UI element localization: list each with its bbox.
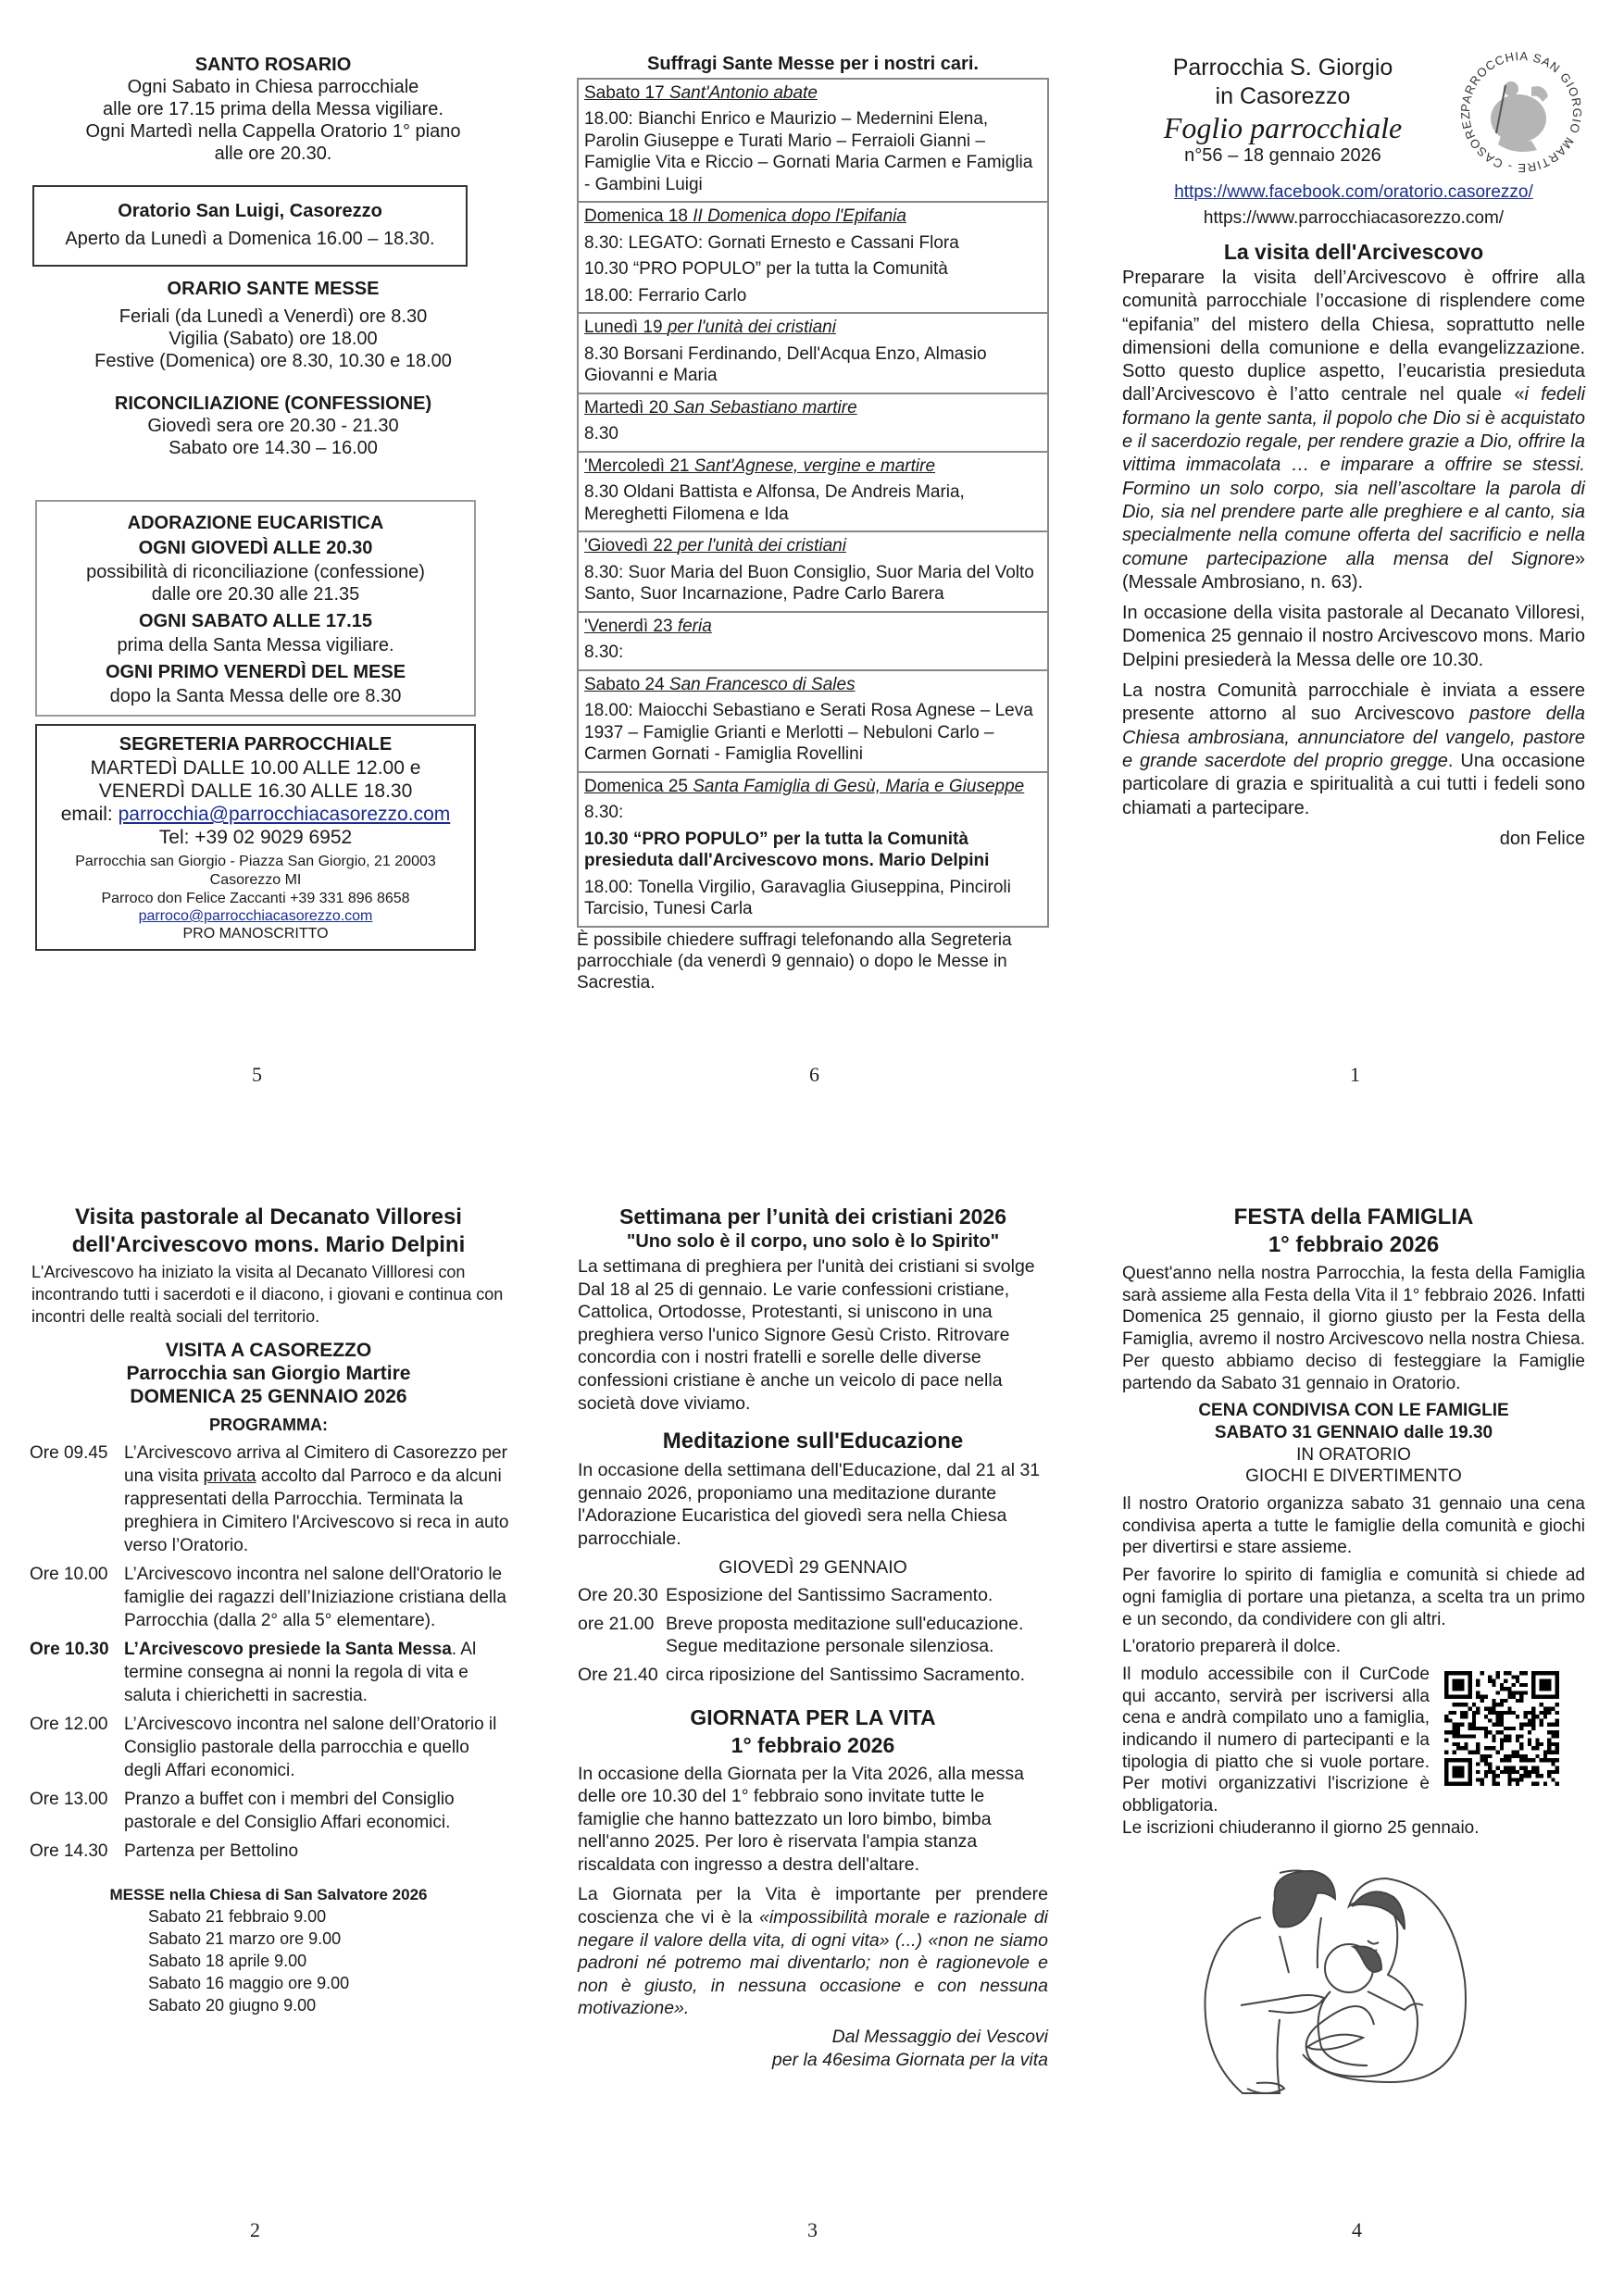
riconciliazione-line: Giovedì sera ore 20.30 - 21.30 — [147, 416, 399, 436]
page-number: 5 — [252, 1063, 262, 1086]
suffragi-day-row — [578, 772, 1048, 927]
vita-title: GIORNATA PER LA VITA — [690, 1704, 936, 1729]
item-text: accolto dal Parroco e da alcuni rappresentati della Parrocchia. Terminata la preghiera in Cimitero l'Arcivescovo si reca in auto verso l’Oratorio. — [124, 1466, 509, 1555]
day-label: Domenica 18 — [584, 206, 693, 226]
orario-section — [37, 278, 509, 372]
email-label: email: — [60, 804, 119, 825]
day-label: 'Giovedì 22 — [584, 536, 678, 555]
issue-number: n°56 – 18 gennaio 2026 — [1184, 145, 1381, 166]
page-1 — [1122, 48, 1586, 851]
quote-source: per la 46esima Giornata per la vita — [771, 2049, 1048, 2070]
adorazione-text: possibilità di riconciliazione (confessione) — [86, 562, 425, 582]
parroco-email-link[interactable]: parroco@parrocchiacasorezzo.com — [138, 908, 373, 924]
feast-name: San Sebastiano martire — [673, 397, 857, 418]
casorezzo-visit-title: VISITA A CASOREZZO — [165, 1340, 372, 1361]
suffragi-cell — [578, 202, 1048, 313]
visit-title: dell'Arcivescovo mons. Mario Delpini — [71, 1232, 466, 1257]
mass-intention: 8.30 Oldani Battista e Alfonsa, De Andreis Maria, Mereghetti Filomena e Ida — [584, 482, 965, 524]
suffragi-cell — [578, 313, 1048, 393]
item-description: Breve proposta meditazione sull'educazione. Segue meditazione personale silenziosa. — [666, 1613, 1024, 1657]
segreteria-box — [35, 724, 476, 951]
day-header — [584, 455, 1042, 478]
segreteria-hours: MARTEDÌ DALLE 10.00 ALLE 12.00 e — [90, 757, 421, 779]
mass-date: Sabato 21 febbraio 9.00 — [148, 1907, 327, 1926]
qr-code-icon[interactable] — [1444, 1671, 1559, 1786]
parish-location: in Casorezzo — [1215, 83, 1351, 109]
page-number: 2 — [250, 2218, 260, 2241]
day-label: Domenica 25 — [584, 776, 693, 796]
visit-title: Visita pastorale al Decanato Villoresi — [75, 1204, 462, 1229]
bulletin-title: Foglio parrocchiale — [1163, 111, 1403, 144]
segreteria-title: SEGRETERIA PARROCCHIALE — [119, 734, 393, 755]
adorazione-title: ADORAZIONE EUCARISTICA — [127, 513, 384, 533]
programma-label: PROGRAMMA: — [209, 1416, 328, 1434]
day-header — [584, 776, 1042, 798]
day-label: 'Mercoledì 21 — [584, 455, 694, 476]
item-description — [124, 1713, 509, 1782]
programma-item — [30, 1713, 509, 1782]
registration-deadline: Le iscrizioni chiuderanno il giorno 25 gennaio. — [1122, 1817, 1480, 1838]
rosario-section — [37, 54, 509, 165]
item-description: Esposizione del Santissimo Sacramento. — [666, 1585, 993, 1606]
cena-title: CENA CONDIVISA CON LE FAMIGLIE — [1198, 1401, 1509, 1421]
suffragi-cell — [578, 612, 1048, 670]
suffragi-cell — [578, 393, 1048, 452]
article-title: La visita dell'Arcivescovo — [1223, 240, 1484, 264]
signature: don Felice — [1499, 828, 1585, 849]
mass-intention: 8.30 Borsani Ferdinando, Dell'Acqua Enzo, Almasio Giovanni e Maria — [584, 343, 987, 385]
item-description — [124, 1563, 509, 1632]
item-description — [124, 1840, 509, 1863]
riconciliazione-title: RICONCILIAZIONE (CONFESSIONE) — [114, 393, 432, 414]
adorazione-venerdi: OGNI PRIMO VENERDÌ DEL MESE — [105, 662, 406, 682]
day-label: Martedì 20 — [584, 397, 674, 418]
suffragi-day-row — [578, 670, 1048, 772]
suffragi-day-row — [578, 79, 1048, 203]
bishops-quote: «impossibilità morale e razionale di negare il valore della vita, di ogni vita» (...) «non ne siamo padroni né potremo mai diventarlo; non è ragionevole e non è giusto, in nessuna occasione e con nessuna motivazione». — [578, 1907, 1048, 2019]
item-text: L’Arcivescovo incontra nel salone dell'Oratorio le famiglie dei ragazzi dell’Iniziazione cristiana della Parrocchia (dalla 2° alla 5° elementare). — [124, 1565, 506, 1630]
item-time: Ore 13.00 — [30, 1790, 108, 1809]
parish-name: Parrocchia S. Giorgio — [1172, 55, 1393, 81]
item-text-underlined: privata — [203, 1466, 256, 1486]
cena-date: SABATO 31 GENNAIO dalle 19.30 — [1214, 1422, 1493, 1442]
rosario-line: Ogni Martedì nella Cappella Oratorio 1° piano — [85, 121, 461, 142]
item-text: . Al termine consegna ai nonni la regola di vita e saluta i chierichetti in sacrestia. — [124, 1640, 477, 1705]
festa-intro: Quest'anno nella nostra Parrocchia, la festa della Famiglia sarà assieme alla Festa della Vita il 1° febbraio 2026. Infatti Domenica 25 gennaio, il giorno giusto per la Festa della Famiglia, avremo il nostro Arcivescovo nella nostra Chiesa. Per questo abbiamo deciso di festeggiare la Famiglie partendo da Sabato 31 gennaio in Oratorio. — [1122, 1264, 1585, 1393]
item-text: Partenza per Bettolino — [124, 1841, 299, 1861]
suffragi-cell — [578, 452, 1048, 532]
day-header — [584, 535, 1042, 557]
programma-item — [30, 1441, 509, 1557]
riconciliazione-line: Sabato ore 14.30 – 16.00 — [169, 438, 378, 458]
meditation-title: Meditazione sull'Educazione — [662, 1429, 964, 1454]
masthead — [1122, 48, 1585, 176]
pro-manoscritto: PRO MANOSCRITTO — [182, 926, 329, 942]
programma-item — [30, 1563, 509, 1632]
adorazione-text: dalle ore 20.30 alle 21.35 — [151, 584, 360, 605]
registration-row — [1122, 1664, 1585, 1817]
suffragi-cell — [578, 531, 1048, 612]
san-giorgio-logo-icon — [1457, 48, 1585, 176]
suffragi-day-row — [578, 393, 1048, 452]
item-time: Ore 12.00 — [30, 1715, 108, 1734]
meditation-program — [578, 1584, 1048, 1686]
page-number: 3 — [807, 2218, 818, 2241]
page-number: 6 — [809, 1063, 819, 1086]
item-description — [124, 1638, 509, 1707]
programma-item — [30, 1638, 509, 1707]
festa-paragraph: L'oratorio preparerà il dolce. — [1122, 1637, 1341, 1657]
casorezzo-date: DOMENICA 25 GENNAIO 2026 — [130, 1386, 407, 1407]
orario-title: ORARIO SANTE MESSE — [167, 279, 380, 299]
item-time: ore 21.00 — [578, 1613, 655, 1634]
segreteria-phone: Tel: +39 02 9029 6952 — [158, 827, 353, 848]
cena-place: IN ORATORIO — [1296, 1444, 1411, 1465]
mass-intention: 18.00: Maiocchi Sebastiano e Serati Rosa Agnese – Leva 1937 – Famiglie Grianti e Merlotti – Nebuloni Carlo – Carmen Gornati - Famiglia Rovellini — [584, 701, 1033, 764]
parish-logo — [1457, 48, 1585, 176]
segreteria-email-row — [41, 803, 470, 826]
website-link[interactable]: https://www.parrocchiacasorezzo.com/ — [1203, 208, 1505, 228]
meditation-text: In occasione della settimana dell'Educazione, dal 21 al 31 gennaio 2026, proponiamo una meditazione durante l'Adorazione Eucaristica del giovedì sera nella Chiesa parrocchiale. — [578, 1460, 1041, 1549]
facebook-link[interactable]: https://www.facebook.com/oratorio.casorezzo/ — [1174, 182, 1533, 202]
suffragi-day-row — [578, 313, 1048, 393]
feast-name: San Francesco di Sales — [668, 674, 856, 694]
item-description — [124, 1441, 509, 1557]
mass-intention: 8.30: — [584, 803, 624, 822]
item-time: Ore 10.30 — [30, 1640, 109, 1659]
day-label: Sabato 17 — [584, 82, 669, 103]
day-header — [584, 616, 1042, 638]
page-5 — [37, 54, 509, 951]
item-time: Ore 21.40 — [578, 1664, 658, 1685]
vita-date: 1° febbraio 2026 — [731, 1732, 895, 1757]
day-label: Lunedì 19 — [584, 318, 668, 337]
adorazione-sabato: OGNI SABATO ALLE 17.15 — [139, 611, 372, 631]
meditation-item — [578, 1664, 1048, 1687]
feast-name: Santa Famiglia di Gesù, Maria e Giuseppe — [693, 776, 1025, 796]
mass-intention: 8.30: — [584, 643, 624, 662]
oratorio-hours: Aperto da Lunedì a Domenica 16.00 – 18.30. — [65, 229, 435, 249]
article-paragraph: In occasione della visita pastorale al Decanato Villoresi, Domenica 25 gennaio il nostro Arcivescovo mons. Mario Delpini presiederà la Messa delle ore 10.30. — [1122, 603, 1585, 670]
meditation-date: GIOVEDÌ 29 GENNAIO — [718, 1556, 907, 1578]
cena-games: GIOCHI E DIVERTIMENTO — [1245, 1466, 1462, 1487]
item-description — [124, 1788, 509, 1834]
rosario-line: alle ore 20.30. — [214, 144, 332, 164]
holy-family-illustration — [1196, 1862, 1474, 2112]
feast-name: feria — [677, 616, 712, 636]
suffragi-title: Suffragi Sante Messe per i nostri cari. — [647, 54, 979, 74]
oratorio-title: Oratorio San Luigi, Casorezzo — [118, 201, 382, 221]
mass-intention: 8.30: Suor Maria del Buon Consiglio, Suor Maria del Volto Santo, Suor Incarnazione, Padre Carlo Barera — [584, 562, 1034, 604]
orario-line: Vigilia (Sabato) ore 18.00 — [169, 329, 378, 349]
casorezzo-parish: Parrocchia san Giorgio Martire — [126, 1363, 411, 1384]
suffragi-cell — [578, 79, 1048, 203]
item-description: circa riposizione del Santissimo Sacramento. — [666, 1664, 1026, 1685]
rosario-line: alle ore 17.15 prima della Messa vigiliare. — [103, 99, 443, 119]
item-text: L’Arcivescovo arriva al Cimitero di Casorezzo per una visita — [124, 1443, 507, 1486]
meditation-item — [578, 1613, 1048, 1658]
day-header — [584, 674, 1042, 696]
meditation-item — [578, 1584, 1048, 1607]
page-3 — [578, 1204, 1048, 2071]
masthead-text — [1150, 54, 1416, 167]
suffragi-cell — [578, 670, 1048, 772]
registration-text: Il modulo accessibile con il CurCode qui accanto, servirà per iscriversi alla cena e andrà compilato uno a famiglia, indicando il numero di partecipanti e la tipologia di piatto che si vuole portare. Per motivi organizzativi l'iscrizione è obbligatoria. — [1122, 1664, 1430, 1816]
mass-intention: 18.00: Tonella Virgilio, Garavaglia Giuseppina, Pinciroli Tarcisio, Tunesi Carla — [584, 877, 1011, 918]
unity-text: La settimana di preghiera per l'unità dei cristiani si svolge Dal 18 al 25 di gennaio. Le varie confessioni cristiane, Cattolica, Ortodosse, Protestanti, si uniscono in una preghiera verso l'unico Signore Gesù Cristo. Ritrovare concordia con i nostri fratelli e sorelle delle diverse confessioni cristiane è anche un veicolo di pace nella società dove viviamo. — [578, 1256, 1035, 1414]
suffragi-cell — [578, 772, 1048, 927]
address-line: Parrocchia san Giorgio - Piazza San Giorgio, 21 20003 — [75, 854, 436, 869]
riconciliazione-section — [37, 393, 509, 459]
feast-name: Sant'Agnese, vergine e martire — [693, 455, 936, 476]
item-text-bold: L’Arcivescovo presiede la Santa Messa — [124, 1640, 452, 1659]
day-header — [584, 82, 1042, 105]
day-header — [584, 317, 1042, 339]
parroco-line: Parroco don Felice Zaccanti +39 331 896 8658 — [101, 891, 410, 906]
mass-date: Sabato 18 aprile 9.00 — [148, 1952, 307, 1970]
email-link[interactable]: parrocchia@parrocchiacasorezzo.com — [118, 804, 451, 825]
item-time: Ore 10.00 — [30, 1565, 108, 1584]
suffragi-day-row — [578, 202, 1048, 313]
mass-intention: 8.30: LEGATO: Gornati Ernesto e Cassani Flora — [584, 232, 959, 253]
day-label: 'Venerdì 23 — [584, 616, 678, 636]
oratorio-box — [32, 185, 468, 267]
paragraph-text: . Una occasione particolare di grazia e spiritualità a cui tutti i fedeli sono chiamati a partecipare. — [1122, 750, 1586, 818]
programma-list — [30, 1441, 509, 1863]
item-time: Ore 20.30 — [578, 1585, 658, 1606]
festa-title: FESTA della FAMIGLIA — [1233, 1204, 1474, 1229]
address-line: Casorezzo MI — [209, 872, 302, 888]
svg-text:PARROCCHIA SAN GIORGIO MARTIRE: PARROCCHIA SAN GIORGIO MARTIRE - CASOREZ — [1457, 48, 1585, 176]
mass-intention: 18.00: Ferrario Carlo — [584, 285, 747, 306]
mass-intention: 10.30 “PRO POPULO” per la tutta la Comunità — [584, 259, 948, 279]
page-number: 1 — [1350, 1063, 1360, 1086]
orario-line: Festive (Domenica) ore 8.30, 10.30 e 18.00 — [94, 351, 452, 371]
adorazione-text: prima della Santa Messa vigiliare. — [117, 635, 394, 655]
holy-family-icon — [1196, 1862, 1474, 2112]
feast-name: per l'unità dei cristiani — [677, 536, 846, 555]
paragraph-text: La Giornata per la Vita è importante per prendere coscienza che vi è la — [578, 1884, 1048, 1928]
feast-name: per l'unità dei cristiani — [667, 318, 836, 337]
article-paragraph — [1122, 267, 1585, 594]
san-salvatore-list — [148, 1905, 509, 2016]
mass-date: Sabato 21 marzo ore 9.00 — [148, 1929, 342, 1948]
paragraph-text: » (Messale Ambrosiano, n. 63). — [1122, 548, 1585, 593]
rosario-line: Ogni Sabato in Chiesa parrocchiale — [127, 77, 419, 97]
mass-intention: 8.30 — [584, 424, 618, 443]
day-label: Sabato 24 — [584, 674, 669, 694]
mass-intention: 18.00: Bianchi Enrico e Maurizio – Medernini Elena, Parolin Giuseppe e Turati Mario – Ferraioli Gianni – Famiglie Vita e Riccio – Gornati Maria Carmen e Famiglia - Gambini Luigi — [584, 109, 1033, 194]
adorazione-giovedi: OGNI GIOVEDÌ ALLE 20.30 — [138, 538, 373, 558]
item-time: Ore 14.30 — [30, 1841, 108, 1861]
article-paragraph — [1122, 680, 1585, 820]
mass-date: Sabato 16 maggio ore 9.00 — [148, 1974, 350, 1992]
mass-intention-highlight: 10.30 “PRO POPULO” per la tutta la Comunità presieduta dall'Arcivescovo mons. Mario Delpini — [584, 829, 990, 870]
segreteria-hours: VENERDÌ DALLE 16.30 ALLE 18.30 — [98, 780, 413, 802]
suffragi-note: È possibile chiedere suffragi telefonando alla Segreteria parrocchiale (da venerdì 9 gennaio) o dopo le Messe in Sacrestia. — [577, 930, 1012, 992]
feast-name: II Domenica dopo l'Epifania — [693, 206, 906, 226]
festa-paragraph: Il nostro Oratorio organizza sabato 31 gennaio una cena condivisa aperta a tutte le famiglie della comunità e giochi per divertirsi e stare assieme. — [1122, 1494, 1585, 1558]
programma-item — [30, 1788, 509, 1834]
san-salvatore-title: MESSE nella Chiesa di San Salvatore 2026 — [109, 1886, 428, 1903]
vita-quote-paragraph — [578, 1883, 1048, 2020]
item-time: Ore 09.45 — [30, 1443, 108, 1463]
suffragi-day-row — [578, 612, 1048, 670]
day-header — [584, 397, 1042, 419]
unity-title: Settimana per l’unità dei cristiani 2026 — [619, 1204, 1006, 1229]
paragraph-text: La nostra Comunità parrocchiale è inviata a essere presente attorno al suo Arcivescovo — [1122, 680, 1585, 725]
festa-date: 1° febbraio 2026 — [1268, 1232, 1440, 1257]
orario-line: Feriali (da Lunedì a Venerdì) ore 8.30 — [119, 306, 428, 327]
page-2 — [28, 1204, 509, 2016]
rosario-title: SANTO ROSARIO — [194, 55, 352, 75]
page-4 — [1122, 1204, 1585, 2112]
missal-quote: i fedeli formano la gente santa, il popolo che Dio si è acquistato e il sacerdozio regale, per rendere grazie a Dio, offrire la vittima immacolata … e imparare a offrire se stessi. Formino un solo corpo, sia nell’ascoltare la parola di Dio, sia nel prendere parte alle preghiere e al canto, sia specialmente nella comune offerta del sacrificio e nella comune partecipazione alla mensa del Signore — [1122, 384, 1586, 569]
quote-source: Dal Messaggio dei Vescovi — [831, 2027, 1048, 2048]
unity-subtitle: "Uno solo è il corpo, uno solo è lo Spirito" — [626, 1231, 1000, 1252]
page-6 — [577, 54, 1049, 993]
vita-text: In occasione della Giornata per la Vita 2026, alla messa delle ore 10.30 del 1° febbraio sono invitate tutte le famiglie che hanno battezzato un loro bimbo, bimba nell'anno 2025. Per loro è riservata l'ampia stanza riscaldata con ingresso a destra dell'altare. — [578, 1763, 1025, 1875]
suffragi-table — [577, 78, 1049, 928]
feast-name: Sant'Antonio abate — [668, 82, 818, 103]
qr-code[interactable] — [1444, 1671, 1559, 1817]
paragraph-text: Preparare la visita dell’Arcivescovo è offrire alla comunità parrocchiale l’occasione di risplendere come “epifania” del mistero della Chiesa, soprattutto nelle dimensioni della comunione e della evangelizzazione. Sotto questo duplice aspetto, l’eucaristia presieduta dall’Arcivescovo è l’atto centrale nel quale « — [1122, 268, 1585, 406]
suffragi-day-row — [578, 452, 1048, 532]
italic-quote: pastore della Chiesa ambrosiana, annunciatore del vangelo, pastore e grande sacerdote del proprio gregge — [1122, 704, 1586, 771]
day-header — [584, 206, 1042, 228]
adorazione-box — [35, 500, 476, 717]
programma-item — [30, 1840, 509, 1863]
item-text: Pranzo a buffet con i membri del Consiglio pastorale e del Consiglio Affari economici. — [124, 1790, 455, 1832]
festa-paragraph: Per favorire lo spirito di famiglia e comunità si chiede ad ogni famiglia di portare una pietanza, a scelta tra un primo e un secondo, da condividere con gli altri. — [1122, 1566, 1585, 1629]
visit-intro: L'Arcivescovo ha iniziato la visita al Decanato Villloresi con incontrando tutti i sacerdoti e il diacono, i giovani e continua con incontri delle realtà sociali del territorio. — [31, 1263, 504, 1326]
adorazione-text: dopo la Santa Messa delle ore 8.30 — [109, 686, 402, 706]
suffragi-day-row — [578, 531, 1048, 612]
item-text: L’Arcivescovo incontra nel salone dell’Oratorio il Consiglio pastorale della parrocchia e quello degli Affari economici. — [124, 1715, 497, 1780]
mass-date: Sabato 20 giugno 9.00 — [148, 1996, 317, 2015]
page-number: 4 — [1352, 2218, 1362, 2241]
